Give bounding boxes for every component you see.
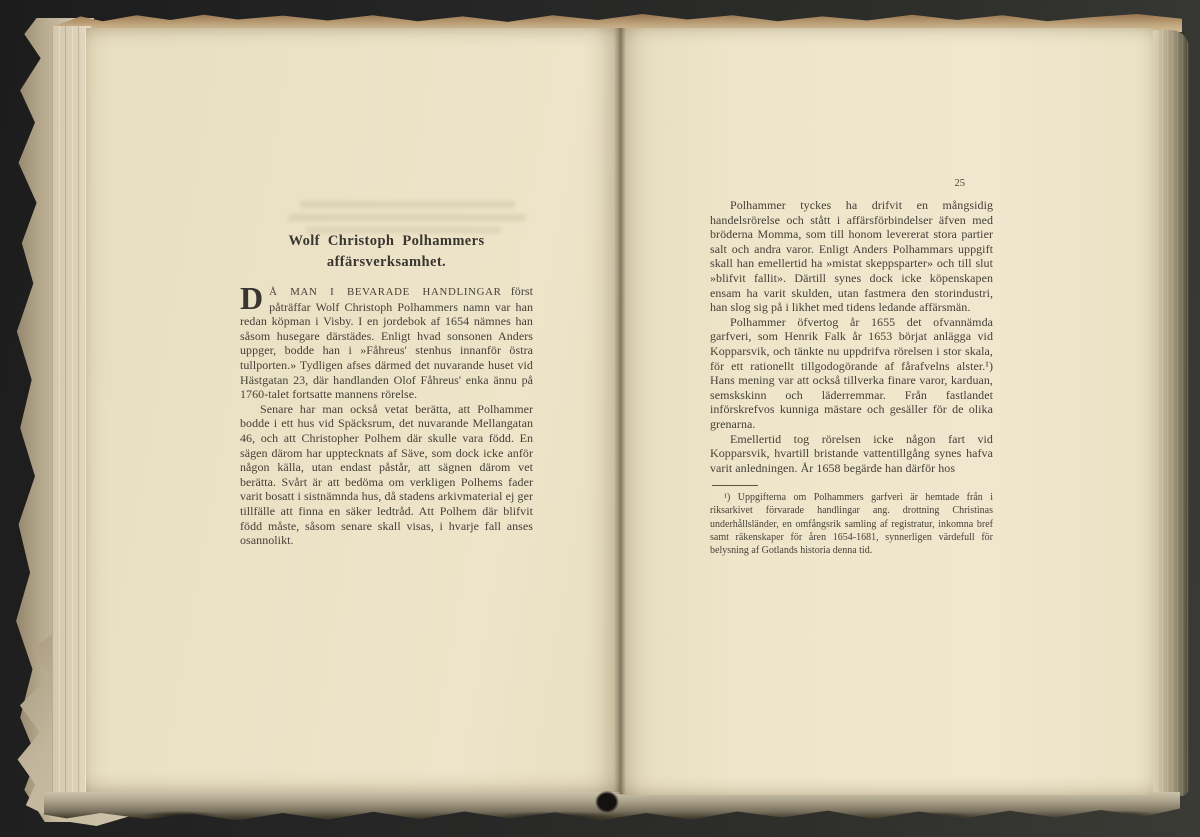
paragraph: Polhammer tyckes ha drifvit en mångsidig handelsrörelse och stått i affärsförbindelser äfven med bröderna Momma, som till honom levererat stora partier salt och andra varor. Enligt Anders Polhammars uppgift skall han emellertid ha »mistat skeppsparter» och till slut »blifvit fallit». Därtill synes dock icke köpenskapen ensam ha varit skulden, utan fastmera den storindustri, han slog sig på i likhet med tidens ledande affärsmän. (710, 198, 993, 315)
drop-cap-initial: D (240, 280, 264, 316)
left-page-text-column (240, 231, 533, 548)
page-number: 25 (954, 178, 965, 189)
show-through-line (300, 201, 515, 208)
show-through-line (288, 214, 526, 221)
chapter-heading-line2: affärsverksamhet. (326, 254, 447, 270)
right-page-text-column (710, 178, 993, 557)
paragraph: Emellertid tog rörelsen icke någon fart vid Kopparsvik, hvartill bristande vattentillgång synes hafva varit anledningen. År 1658 begärde han därför hos (710, 431, 993, 475)
paragraph: Senare har man också vetat berätta, att Polhammer bodde i ett hus vid Späcksrum, det nuvarande Mellangatan 46, och att Christopher Polhem där skulle vara född. En sägen därom har upptecknats af Säve, som dock icke anför någon källa, utan endast påstår, att sägnen därom vet berätta. Svårt är att bedöma om verkligen Polhems fader varit bosatt i sistnämnda hus, då stadens arkivmaterial ej ger tillfälle att finna en säker ledtråd. Att Polhem där blifvit född måste, såsom senare skall visas, i hvarje fall anses osannolikt. (240, 401, 533, 548)
footnote-text: ¹) Uppgifterna om Polhammers garfveri är hemtade från i riksarkivet förvarade handlingar ang. drottning Christinas underhållsländer, en omfångsrik samling af registratur, inkomna bref samt räkenskaper för åren 1654-1681, synnerligen värdefull för belysning af Gotlands historia denna tid. (710, 492, 993, 557)
page-stack-edges-right (1152, 30, 1189, 796)
book-spine-gutter (614, 28, 626, 794)
paragraph-opening-text: först påträffar Wolf Christoph Polhammers namn var han redan köpman i Visby. I en jordebok af 1654 nämnes han såsom husegare därstädes. Enligt hvad sonsonen Anders uppger, bodde han i »Fåhreus' stenhus innanför östra tullporten.» Tydligen afses därmed det nuvarande huset vid Hästgatan 23, där handlanden Olof Fåhreus' enka ännu på 1760-talet fortsatte mannens rörelse. (240, 284, 533, 402)
paragraph-opening (240, 280, 533, 402)
spine-bottom-shadow (589, 790, 625, 824)
chapter-heading-line1: Wolf Christoph Polhammers (288, 233, 485, 249)
lead-small-caps: Å MAN I BEVARADE HANDLINGAR (269, 286, 502, 298)
paragraph: Polhammer öfvertog år 1655 det ofvannämda garfveri, som Henrik Falk år 1653 börjat anlägga vid Kopparsvik, och tänkte nu uppdrifva rörelsen i stor skala, för ett rationellt tillgodogörande af fårafvelns alster.¹) Hans mening var att också tillverka finare varor, karduan, semskskinn och läderremmar. Från fastlandet införskrefvos kunniga mästare och gesäller för de olika grenarna. (710, 314, 993, 431)
footnote-separator-rule (712, 485, 758, 486)
chapter-heading (240, 231, 533, 273)
